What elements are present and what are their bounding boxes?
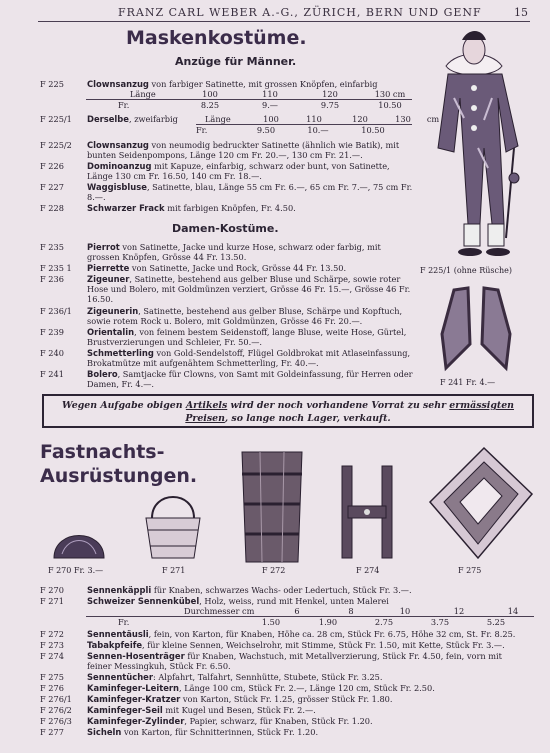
entry-code: F 276 xyxy=(40,683,64,693)
entry-text: Zigeunerin, Satinette, bestehend aus gelber Bluse, Schärpe und Kopftuch, sowie rotem Rock u. Bolero, mit Goldmünzen, Grösse 46 Fr. 20.—. xyxy=(87,306,403,326)
entry-text: Pierrette von Satinette, Jacke und Rock, Grösse 44 Fr. 13.50. xyxy=(87,263,347,273)
entry-text: Sennenkäppli für Knaben, schwarzes Wachs- oder Ledertuch, Stück Fr. 3.—. xyxy=(87,585,412,595)
entry-text: Bolero, Samtjacke für Clowns, von Samt mit Goldeinfassung, für Herren oder Damen, Fr. 4.—. xyxy=(87,369,413,389)
price-table-row: Fr. 9.50 10.— 10.50 xyxy=(196,125,385,135)
entry-code: F 276/3 xyxy=(40,716,72,726)
size-table-row: Durchmesser cm 6 8 10 12 14 xyxy=(184,606,519,616)
section-title: Fastnachts- Ausrüstungen. xyxy=(40,441,198,487)
entry-text: Zigeuner, Satinette, bestehend aus gelber Bluse und Schärpe, sowie roter Hose und Bolero, mit Goldmünzen verziert, Grösse 46 Fr. 15.—, Grösse 46 Fr. 16.50. xyxy=(87,274,411,304)
caption-fig: F 274 xyxy=(356,566,380,575)
entry-text: Kaminfeger-Seil mit Kugel und Besen, Stück Fr. 2.—. xyxy=(87,705,316,715)
entry-code: F 235 xyxy=(40,242,64,252)
entry-text: Dominoanzug mit Kapuze, einfarbig, schwarz oder bunt, von Satinette, Länge 130 cm Fr. 16.50, 140 cm Fr. 18.—. xyxy=(87,161,390,181)
entry-code: F 236/1 xyxy=(40,306,72,316)
entry-code: F 275 xyxy=(40,672,64,682)
cap-illustration xyxy=(50,522,108,562)
size-table-row: Länge 100 110 120 130 cm xyxy=(205,114,440,124)
entry-code: F 225/1 xyxy=(40,114,72,124)
entry-code: F 241 xyxy=(40,369,64,379)
basket-illustration xyxy=(236,444,308,566)
entry-text: Clownsanzug von farbiger Satinette, mit grossen Knöpfen, einfarbig xyxy=(87,79,378,89)
entry-text: Kaminfeger-Leitern, Länge 100 cm, Stück Fr. 2.—, Länge 120 cm, Stück Fr. 2.50. xyxy=(87,683,435,693)
entry-text: Sennentücher: Alpfahrt, Talfahrt, Sennhütte, Stubete, Stück Fr. 3.25. xyxy=(87,672,383,682)
entry-text: Orientalin, von feinem bestem Seidenstoff, lange Bluse, weite Hose, Gürtel, Brustverzierungen und Schleier, Fr. 50.—. xyxy=(87,327,407,347)
entry-code: F 273 xyxy=(40,640,64,650)
entry-text: Kaminfeger-Kratzer von Karton, Stück Fr. 1.25, grösser Stück Fr. 1.80. xyxy=(87,694,393,704)
entry-text: Kaminfeger-Zylinder, Papier, schwarz, für Knaben, Stück Fr. 1.20. xyxy=(87,716,373,726)
entry-code: F 225 xyxy=(40,79,64,89)
clown-illustration xyxy=(418,28,528,260)
entry-code: F 272 xyxy=(40,629,64,639)
entry-code: F 239 xyxy=(40,327,64,337)
caption-fig: F 271 xyxy=(162,566,186,575)
entry-code: F 271 xyxy=(40,596,64,606)
caption-fig: F 275 xyxy=(458,566,482,575)
caption-bolero: F 241 Fr. 4.— xyxy=(440,378,496,387)
entry-text: Sicheln von Karton, für Schnitterinnen, Stück Fr. 1.20. xyxy=(87,727,319,737)
page-title: Maskenkostüme. xyxy=(126,27,307,49)
size-table-row: Länge 100 110 120 130 cm xyxy=(130,89,406,99)
caption-clown: F 225/1 (ohne Rüsche) xyxy=(420,266,512,275)
entry-code: F 274 xyxy=(40,651,64,661)
entry-text: Schmetterling von Gold-Sendelstoff, Flügel Goldbrokat mit Atlaseinfassung, Brokatmütze mit aufgenähtem Schmetterling, Fr. 40.—. xyxy=(87,348,411,368)
entry-code: F 235 1 xyxy=(40,263,72,273)
entry-text: Schweizer Sennenkübel, Holz, weiss, rund mit Henkel, unten Malerei xyxy=(87,596,389,606)
entry-text: Waggisbluse, Satinette, blau, Länge 55 cm Fr. 6.—, 65 cm Fr. 7.—, 75 cm Fr. 8.—. xyxy=(87,182,413,202)
header-rule xyxy=(38,21,530,22)
entry-text: Tabakpfeife, für kleine Sennen, Weichselrohr, mit Stimme, Stück Fr. 1.50, mit Kette, Stück Fr. 3.—. xyxy=(87,640,505,650)
clearance-notice: Wegen Aufgabe obigen Artikels wird der noch vorhandene Vorrat zu sehr ermässigten Preisen, so lange noch Lager, verkauft. xyxy=(42,394,534,428)
price-table-row: Fr. 8.25 9.— 9.75 10.50 xyxy=(118,100,402,110)
entry-text: Derselbe, zweifarbig xyxy=(87,114,178,124)
suspenders-illustration xyxy=(334,462,400,562)
price-table-row: Fr. 1.50 1.90 2.75 3.75 5.25 xyxy=(118,617,506,627)
women-heading: Damen-Kostüme. xyxy=(172,222,279,235)
entry-text: Clownsanzug von neumodig bedruckter Satinette (ähnlich wie Batik), mit bunten Seidenpompons, Länge 120 cm Fr. 20.—, 130 cm Fr. 21.—. xyxy=(87,140,400,160)
men-heading: Anzüge für Männer. xyxy=(175,55,297,68)
running-header: FRANZ CARL WEBER A.-G., ZÜRICH, BERN UND GENF xyxy=(118,6,482,19)
pail-illustration xyxy=(140,490,206,562)
entry-text: Schwarzer Frack mit farbigen Knöpfen, Fr. 4.50. xyxy=(87,203,296,213)
page-number: 15 xyxy=(514,6,528,19)
entry-text: Sennen-Hosenträger für Knaben, Wachstuch, mit Metallverzierung, Stück Fr. 4.50, fein, vorn mit feiner Messingkuh, Stück Fr. 6.50. xyxy=(87,651,502,671)
caption-fig: F 272 xyxy=(262,566,286,575)
entry-code: F 225/2 xyxy=(40,140,72,150)
entry-code: F 276/1 xyxy=(40,694,72,704)
entry-text: Pierrot von Satinette, Jacke und kurze Hose, schwarz oder farbig, mit grossen Knöpfen, Grösse 44 Fr. 13.50. xyxy=(87,242,381,262)
entry-code: F 236 xyxy=(40,274,64,284)
entry-code: F 276/2 xyxy=(40,705,72,715)
bolero-illustration xyxy=(440,284,512,374)
entry-code: F 228 xyxy=(40,203,64,213)
entry-code: F 240 xyxy=(40,348,64,358)
caption-fig: F 270 Fr. 3.— xyxy=(48,566,104,575)
entry-code: F 277 xyxy=(40,727,64,737)
cloth-illustration xyxy=(426,444,536,562)
entry-text: Sennentäusli, fein, von Karton, für Knaben, Höhe ca. 28 cm, Stück Fr. 6.75, Höhe 32 cm, St. Fr. 8.25. xyxy=(87,629,516,639)
entry-code: F 227 xyxy=(40,182,64,192)
entry-code: F 226 xyxy=(40,161,64,171)
entry-code: F 270 xyxy=(40,585,64,595)
